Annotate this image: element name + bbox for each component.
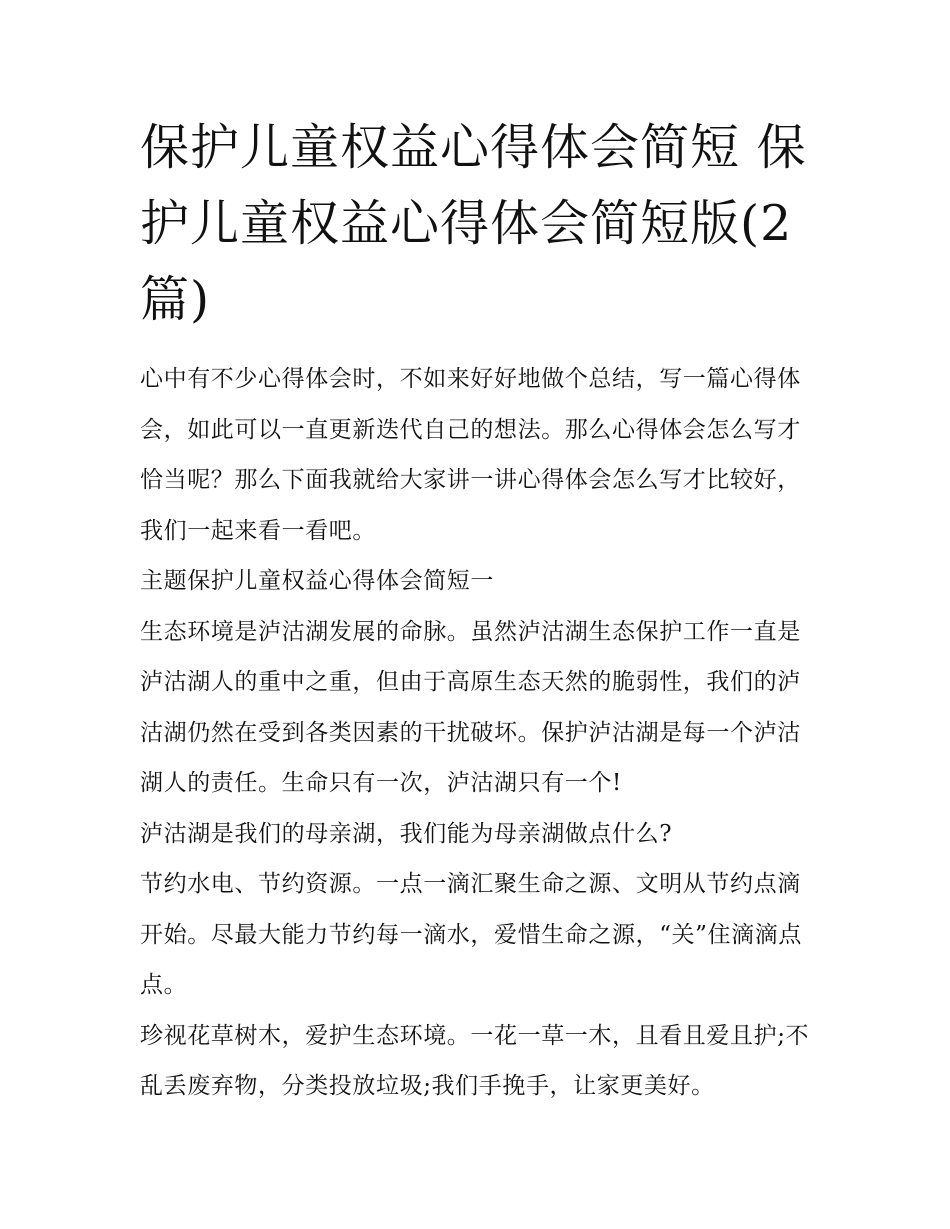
body-paragraph: 生态环境是泸沽湖发展的命脉。虽然泸沽湖生态保护工作一直是泸沽湖人的重中之重，但由于高原生态天然的脆弱性，我们的泸沽湖仍然在受到各类因素的干扰破坏。保护泸沽湖是每一个泸沽湖人的责任。生命只有一次，泸沽湖只有一个! xyxy=(140,618,801,796)
body-paragraph: 泸沽湖是我们的母亲湖，我们能为母亲湖做点什么? xyxy=(140,820,673,847)
section-heading: 主题保护儿童权益心得体会简短一 xyxy=(140,568,494,594)
document-title: 保护儿童权益心得体会简短 保护儿童权益心得体会简短版(2篇) xyxy=(140,119,807,328)
document-page xyxy=(140,110,815,1112)
body-paragraph: 节约水电、节约资源。一点一滴汇聚生命之源、文明从节约点滴开始。尽最大能力节约每一滴水，爱惜生命之源，“关”住滴滴点点。 xyxy=(140,871,802,998)
intro-paragraph: 心中有不少心得体会时，不如来好好地做个总结，写一篇心得体会，如此可以一直更新迭代自己的想法。那么心得体会怎么写才恰当呢？那么下面我就给大家讲一讲心得体会怎么写才比较好，我们一起来看一看吧。 xyxy=(140,366,801,544)
body-paragraph: 珍视花草树木，爱护生态环境。一花一草一木，且看且爱且护;不乱丢废弃物，分类投放垃圾;我们手挽手，让家更美好。 xyxy=(140,1022,810,1099)
